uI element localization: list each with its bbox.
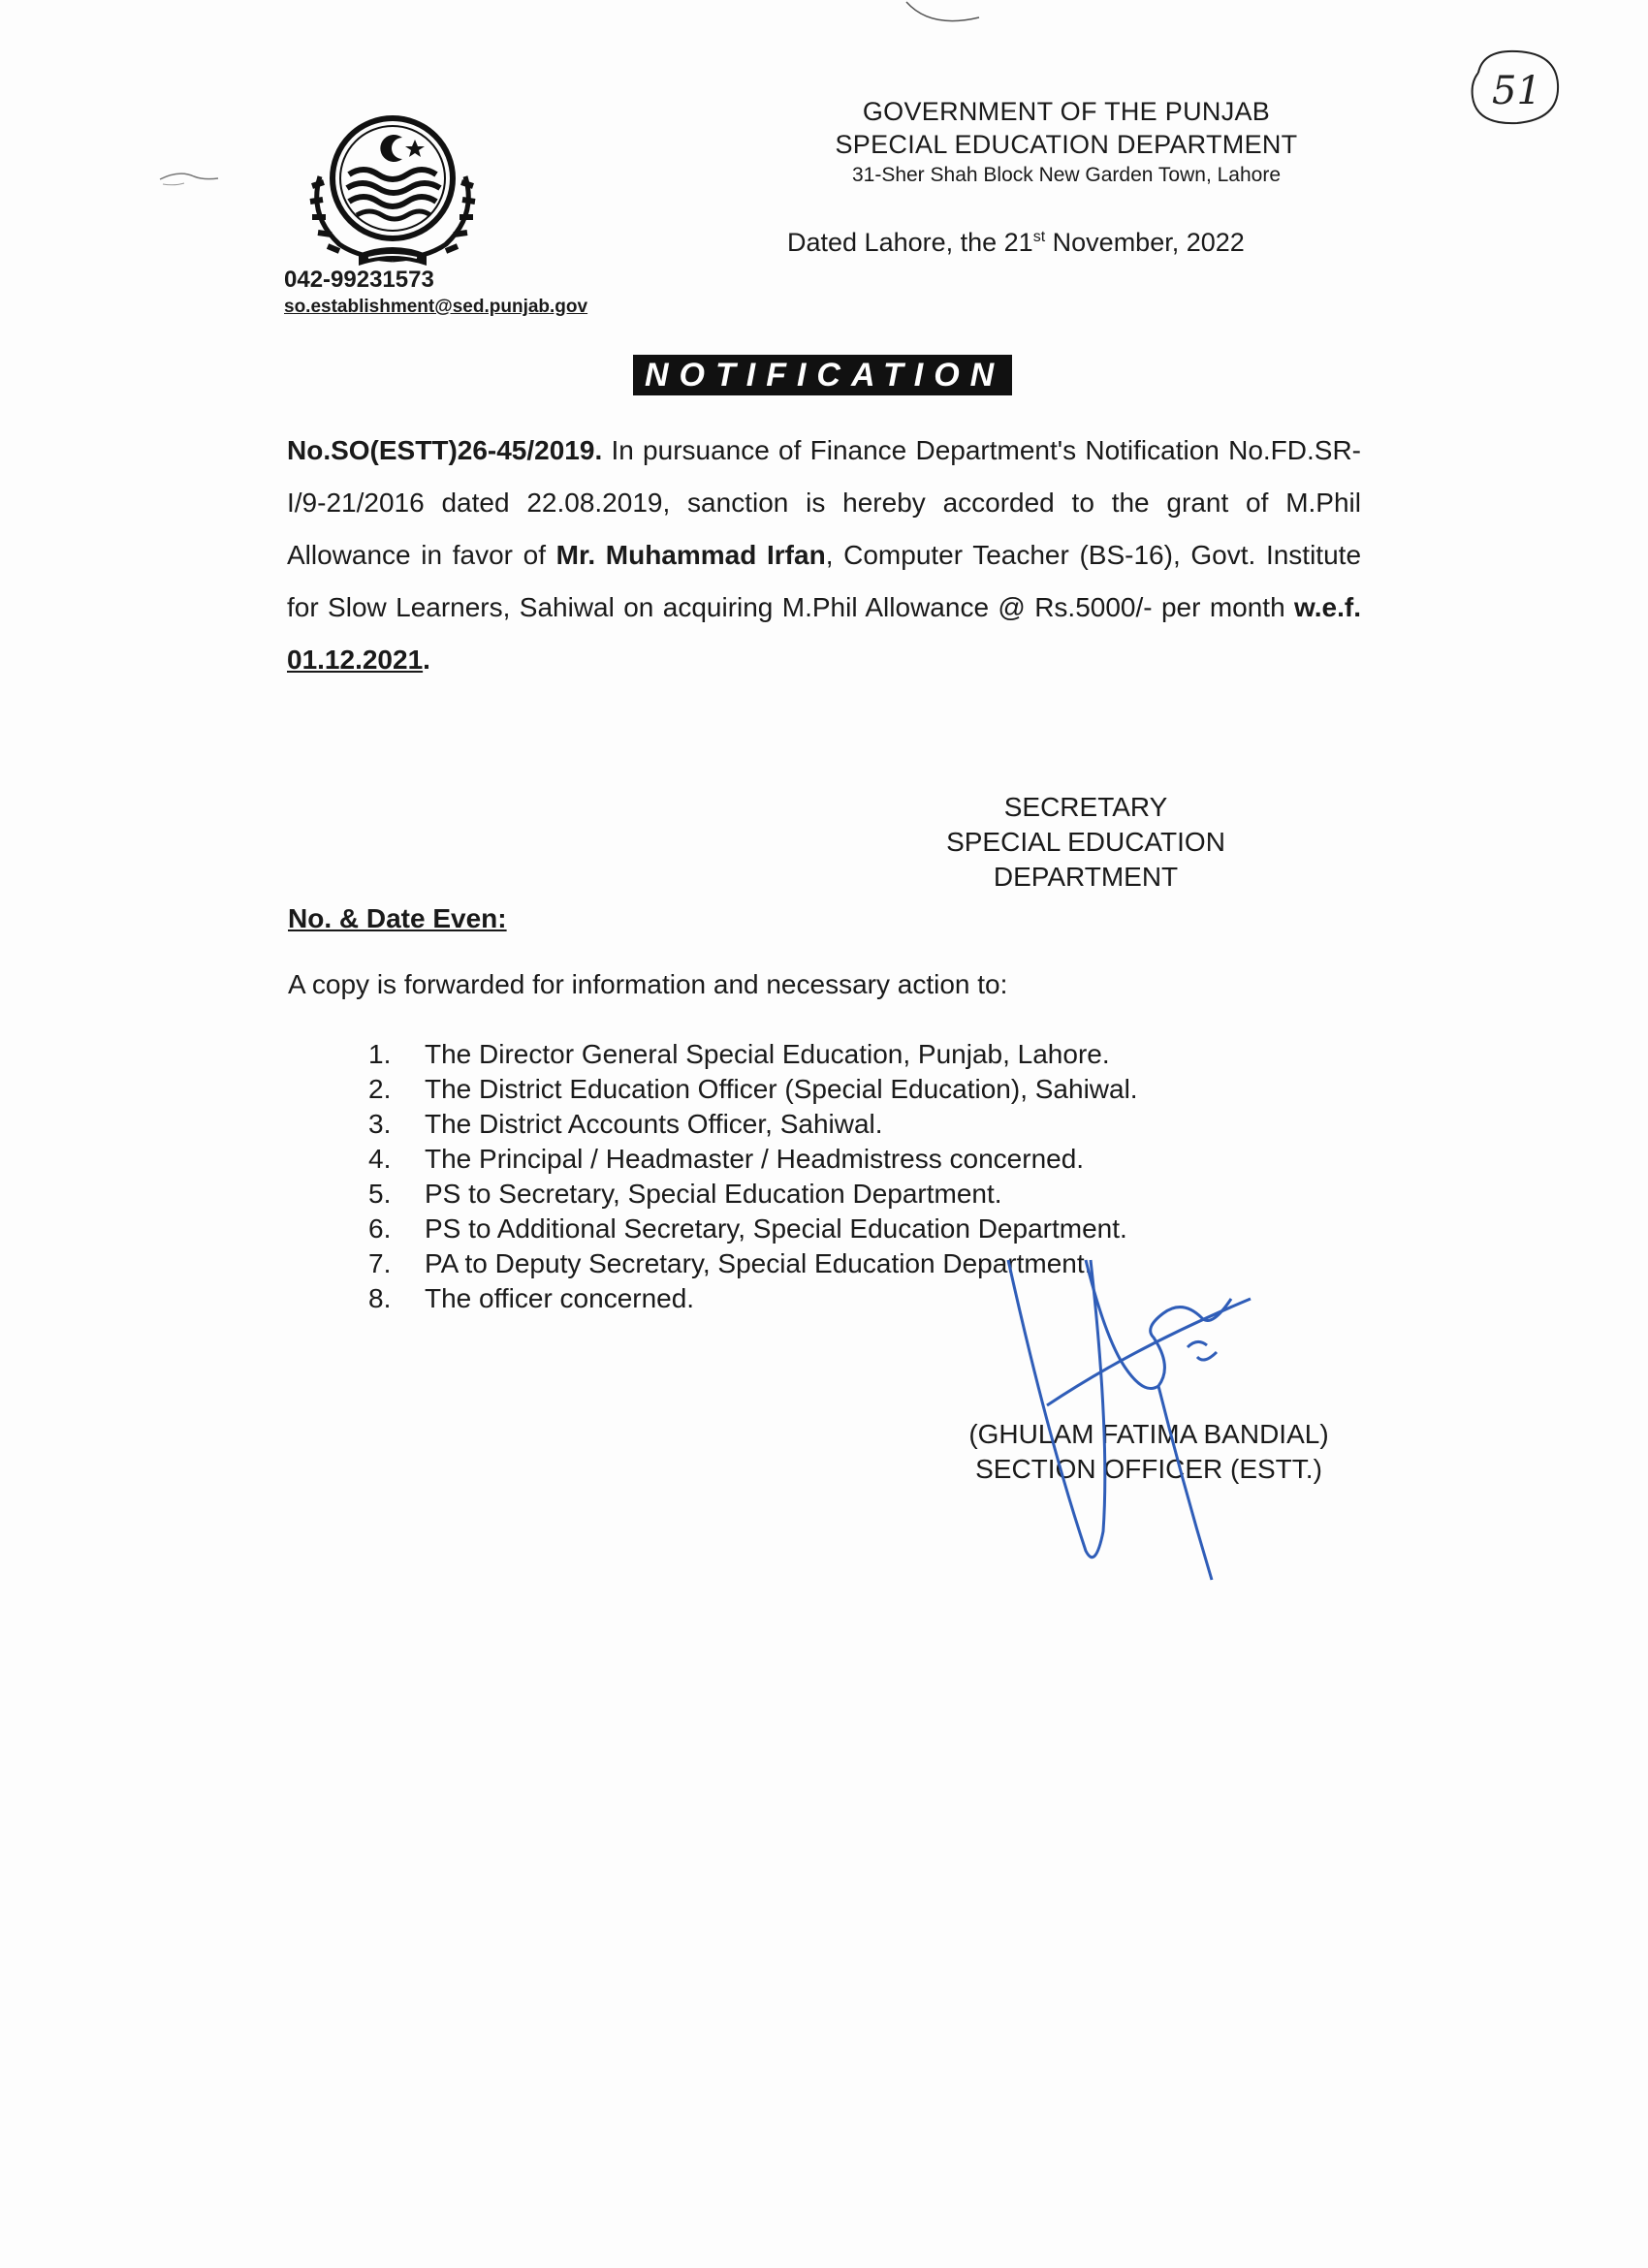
government-heading: GOVERNMENT OF THE PUNJAB bbox=[862, 97, 1271, 126]
dated-line bbox=[787, 228, 1245, 258]
no-and-date-even: No. & Date Even: bbox=[288, 903, 507, 933]
list-item-text: The Principal / Headmaster / Headmistress concerned. bbox=[425, 1144, 1085, 1174]
list-item bbox=[368, 1107, 1138, 1142]
department-heading: SPECIAL EDUCATION DEPARTMENT bbox=[835, 130, 1298, 159]
list-item-text: The District Accounts Officer, Sahiwal. bbox=[425, 1109, 883, 1139]
letterhead bbox=[776, 95, 1357, 190]
scan-pen-mark bbox=[155, 165, 223, 194]
list-item-number: 5. bbox=[368, 1179, 392, 1209]
list-item bbox=[368, 1072, 1138, 1107]
dated-suffix: November, 2022 bbox=[1045, 228, 1245, 257]
list-item-number: 1. bbox=[368, 1039, 392, 1069]
list-item-number: 4. bbox=[368, 1144, 392, 1174]
list-item-number: 2. bbox=[368, 1074, 392, 1104]
secretary-line-3: DEPARTMENT bbox=[993, 862, 1179, 892]
scan-arc-mark bbox=[902, 0, 989, 29]
list-item bbox=[368, 1142, 1138, 1177]
notification-body bbox=[287, 425, 1361, 686]
secretary-line-1: SECRETARY bbox=[1003, 792, 1168, 822]
secretary-block bbox=[911, 790, 1260, 895]
list-item-text: The Director General Special Education, Punjab, Lahore. bbox=[425, 1039, 1110, 1069]
list-item-number: 6. bbox=[368, 1213, 392, 1244]
copy-forwarded-intro: A copy is forwarded for information and necessary action to: bbox=[288, 969, 1008, 999]
effective-date: 01.12.2021 bbox=[287, 645, 424, 675]
department-address: 31-Sher Shah Block New Garden Town, Lahore bbox=[851, 164, 1282, 186]
handwritten-signature bbox=[989, 1241, 1280, 1590]
punjab-emblem-logo bbox=[291, 109, 494, 283]
body-text-part-2: , Computer Teacher (BS-16), Govt. Institute for Slow Learners, Sahiwal on acquiring M.Phil Allowance @ Rs.5000/- per month bbox=[287, 540, 1362, 622]
body-text-part-1: In pursuance of Finance Department's Notification No.FD.SR-I/9-21/2016 dated 22.08.2019, sanction is hereby accorded to the grant of M.Phil Allowance in favor of bbox=[287, 435, 1361, 570]
list-item-number: 3. bbox=[368, 1109, 392, 1139]
list-item-number: 7. bbox=[368, 1248, 392, 1278]
phone-number: 042-99231573 bbox=[284, 267, 434, 293]
body-end: . bbox=[423, 645, 430, 675]
dated-ordinal: st bbox=[1032, 229, 1046, 245]
dated-prefix: Dated Lahore, the 21 bbox=[787, 228, 1033, 257]
list-item-number: 8. bbox=[368, 1283, 392, 1313]
list-item-text: PA to Deputy Secretary, Special Education Department. bbox=[425, 1248, 1093, 1278]
list-item-text: The District Education Officer (Special Education), Sahiwal. bbox=[425, 1074, 1138, 1104]
notification-title: NOTIFICATION bbox=[633, 355, 1012, 395]
list-item bbox=[368, 1037, 1138, 1072]
list-item-text: PS to Secretary, Special Education Department. bbox=[425, 1179, 1002, 1209]
list-item-text: The officer concerned. bbox=[425, 1283, 695, 1313]
employee-name: Mr. Muhammad Irfan bbox=[555, 540, 826, 570]
list-item bbox=[368, 1177, 1138, 1212]
email-address: so.establishment@sed.punjab.gov bbox=[284, 297, 588, 317]
page-number-text: 51 bbox=[1492, 69, 1541, 113]
list-item-text: PS to Additional Secretary, Special Education Department. bbox=[425, 1213, 1127, 1244]
officer-title: SECTION OFFICER (ESTT.) bbox=[975, 1454, 1322, 1484]
notification-number: No.SO(ESTT)26-45/2019. bbox=[287, 435, 603, 465]
wef-label: w.e.f. bbox=[1294, 592, 1361, 622]
officer-name: (GHULAM FATIMA BANDIAL) bbox=[968, 1419, 1329, 1449]
handwritten-page-number bbox=[1459, 44, 1566, 131]
secretary-line-2: SPECIAL EDUCATION bbox=[946, 827, 1225, 857]
